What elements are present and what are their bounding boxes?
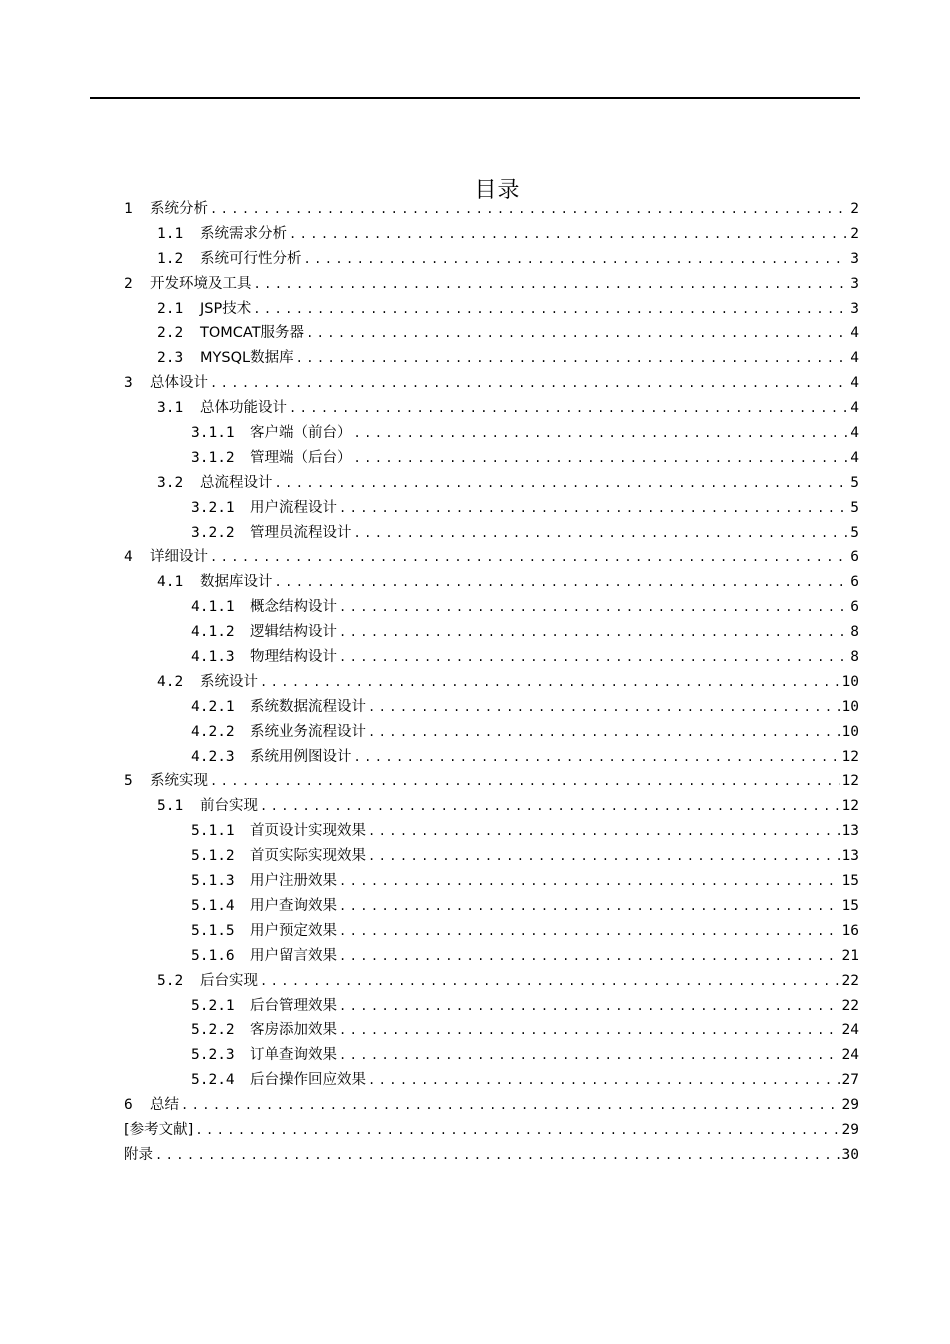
table-of-contents	[124, 197, 859, 1168]
header-rule	[90, 97, 860, 99]
toc-entry[interactable]	[124, 1018, 859, 1043]
toc-entry[interactable]	[124, 894, 859, 919]
toc-entry-number: 5.2.2	[191, 1022, 235, 1039]
toc-entry[interactable]	[124, 794, 859, 819]
toc-entry-title: 总体功能设计	[200, 400, 287, 417]
toc-entry-title: 系统业务流程设计	[250, 723, 366, 740]
toc-entry-number: 4.2.3	[191, 748, 235, 765]
toc-dot-leader	[260, 675, 840, 689]
toc-entry-title: 用户注册效果	[250, 873, 337, 890]
toc-dot-leader	[253, 302, 847, 316]
toc-entry-title: 后台实现	[200, 972, 258, 989]
toc-entry-page: 6	[850, 599, 859, 616]
toc-entry[interactable]	[124, 421, 859, 446]
toc-dot-leader	[275, 575, 848, 589]
toc-entry-number: 1	[124, 201, 133, 217]
toc-entry-page: 12	[841, 748, 859, 765]
toc-dot-leader	[354, 451, 848, 465]
toc-entry-page: 13	[841, 848, 859, 865]
toc-entry[interactable]	[124, 297, 859, 322]
toc-dot-leader	[304, 252, 848, 266]
toc-dot-leader	[306, 326, 847, 340]
toc-entry-page: 3	[850, 300, 859, 317]
toc-entry[interactable]	[124, 1093, 859, 1118]
toc-entry-number: 4	[124, 549, 133, 566]
toc-entry-title: 系统用例图设计	[250, 748, 352, 765]
toc-entry-title: 系统实现	[150, 773, 208, 790]
toc-entry-number: 5.1.1	[191, 823, 235, 840]
toc-entry-page: 6	[850, 549, 859, 566]
toc-dot-leader	[195, 1123, 839, 1137]
toc-entry[interactable]	[124, 1143, 859, 1168]
toc-dot-leader	[339, 899, 840, 913]
page-title: 目录	[474, 177, 521, 203]
toc-dot-leader	[368, 1073, 840, 1087]
toc-entry-number: 4.1	[157, 574, 184, 591]
toc-dot-leader	[368, 824, 840, 838]
toc-entry-page: 8	[850, 624, 859, 641]
toc-entry[interactable]	[124, 595, 859, 620]
toc-entry[interactable]	[124, 396, 859, 421]
toc-dot-leader	[210, 202, 847, 216]
toc-entry-page: 4	[850, 449, 859, 466]
toc-dot-leader	[339, 501, 847, 515]
toc-entry-title: 首页设计实现效果	[250, 823, 366, 840]
toc-entry-title: 逻辑结构设计	[250, 624, 337, 641]
toc-entry-page: 29	[841, 1097, 859, 1114]
toc-entry[interactable]	[124, 994, 859, 1019]
toc-entry-page: 13	[841, 823, 859, 840]
toc-entry-title: 概念结构设计	[250, 599, 337, 616]
toc-entry[interactable]	[124, 670, 859, 695]
toc-dot-leader	[339, 949, 840, 963]
toc-entry[interactable]	[124, 197, 859, 222]
toc-entry[interactable]	[124, 769, 859, 794]
toc-entry-title: 后台管理效果	[250, 997, 337, 1014]
toc-entry-number: 5	[124, 773, 133, 790]
toc-dot-leader	[368, 849, 840, 863]
toc-entry-number: 3.2.2	[191, 524, 235, 541]
toc-entry-page: 27	[841, 1072, 859, 1089]
toc-entry-page: 4	[850, 425, 859, 442]
toc-entry-title: [参考文献]	[124, 1121, 194, 1138]
toc-entry-number: 5.1.4	[191, 897, 235, 914]
toc-entry[interactable]	[124, 1043, 859, 1068]
toc-entry[interactable]	[124, 745, 859, 770]
toc-entry-number: 3.1.1	[191, 425, 235, 442]
toc-entry[interactable]	[124, 720, 859, 745]
toc-entry-page: 21	[841, 947, 859, 964]
toc-entry-page: 5	[850, 524, 859, 541]
toc-entry-title: 总流程设计	[200, 474, 273, 491]
toc-entry-number: 2.3	[157, 350, 184, 367]
toc-entry-page: 2	[850, 201, 859, 217]
toc-dot-leader	[260, 799, 840, 813]
toc-entry-page: 10	[841, 698, 859, 715]
toc-dot-leader	[339, 1023, 840, 1037]
toc-dot-leader	[368, 700, 840, 714]
toc-entry[interactable]	[124, 969, 859, 994]
toc-entry-title: TOMCAT服务器	[200, 325, 305, 342]
toc-dot-leader	[339, 874, 840, 888]
toc-entry[interactable]	[124, 446, 859, 471]
toc-entry[interactable]	[124, 272, 859, 297]
toc-entry-number: 2.1	[157, 300, 184, 317]
toc-entry-title: 用户预定效果	[250, 922, 337, 939]
toc-dot-leader	[339, 924, 840, 938]
toc-entry[interactable]	[124, 570, 859, 595]
toc-entry-page: 10	[841, 723, 859, 740]
toc-dot-leader	[289, 401, 847, 415]
toc-entry-number: 5.1.2	[191, 848, 235, 865]
toc-entry[interactable]	[124, 944, 859, 969]
toc-entry[interactable]	[124, 819, 859, 844]
toc-entry-page: 4	[850, 325, 859, 342]
toc-entry-number: 6	[124, 1097, 133, 1114]
toc-entry[interactable]	[124, 645, 859, 670]
toc-entry-title: 系统数据流程设计	[250, 698, 366, 715]
toc-entry-page: 3	[850, 275, 859, 292]
toc-entry-title: 系统设计	[200, 673, 258, 690]
toc-entry-title: 总体设计	[150, 375, 208, 392]
toc-entry[interactable]	[124, 346, 859, 371]
toc-entry[interactable]	[124, 321, 859, 346]
toc-entry[interactable]	[124, 496, 859, 521]
toc-entry[interactable]	[124, 869, 859, 894]
toc-dot-leader	[210, 376, 847, 390]
toc-entry-number: 5.1.5	[191, 922, 235, 939]
toc-entry-title: 管理端（后台）	[250, 449, 352, 466]
toc-entry-title: 系统分析	[150, 201, 208, 217]
toc-entry[interactable]	[124, 620, 859, 645]
toc-entry[interactable]	[124, 545, 859, 570]
toc-entry-page: 4	[850, 400, 859, 417]
toc-entry-page: 4	[850, 350, 859, 367]
toc-dot-leader	[354, 526, 848, 540]
toc-entry-title: 附录	[124, 1146, 153, 1163]
toc-dot-leader	[339, 1048, 840, 1062]
toc-entry-title: 用户查询效果	[250, 897, 337, 914]
toc-entry-title: 首页实际实现效果	[250, 848, 366, 865]
toc-entry-number: 5.2.1	[191, 997, 235, 1014]
toc-dot-leader	[260, 974, 840, 988]
toc-entry-number: 5.2.3	[191, 1047, 235, 1064]
toc-entry-title: 用户流程设计	[250, 499, 337, 516]
toc-entry-page: 24	[841, 1047, 859, 1064]
toc-entry-page: 3	[850, 250, 859, 267]
toc-entry-number: 5.1.6	[191, 947, 235, 964]
toc-entry-page: 12	[841, 798, 859, 815]
toc-entry-title: 客户端（前台）	[250, 425, 352, 442]
toc-entry-title: JSP技术	[200, 300, 252, 317]
toc-dot-leader	[289, 227, 847, 241]
toc-dot-leader	[354, 426, 848, 440]
toc-entry[interactable]	[124, 247, 859, 272]
toc-entry-number: 4.2	[157, 673, 184, 690]
toc-entry-title: 系统可行性分析	[200, 250, 302, 267]
toc-dot-leader	[275, 476, 848, 490]
toc-entry-number: 4.1.3	[191, 649, 235, 666]
toc-entry-page: 6	[850, 574, 859, 591]
toc-entry-number: 1.2	[157, 250, 184, 267]
toc-entry[interactable]	[124, 521, 859, 546]
toc-entry[interactable]	[124, 222, 859, 247]
toc-entry-number: 3.1.2	[191, 449, 235, 466]
toc-entry-number: 4.2.2	[191, 723, 235, 740]
toc-entry-title: 详细设计	[150, 549, 208, 566]
toc-entry-page: 10	[841, 673, 859, 690]
toc-entry-number: 1.1	[157, 225, 184, 242]
toc-entry-page: 22	[841, 997, 859, 1014]
toc-dot-leader	[254, 277, 848, 291]
toc-dot-leader	[339, 625, 847, 639]
toc-dot-leader	[368, 725, 840, 739]
toc-entry-title: 数据库设计	[200, 574, 273, 591]
toc-entry-title: 管理员流程设计	[250, 524, 352, 541]
toc-dot-leader	[296, 351, 847, 365]
toc-entry-number: 5.2	[157, 972, 184, 989]
toc-entry-title: 订单查询效果	[250, 1047, 337, 1064]
toc-entry-title: 前台实现	[200, 798, 258, 815]
toc-entry-page: 2	[850, 225, 859, 242]
toc-entry-title: 客房添加效果	[250, 1022, 337, 1039]
toc-entry-number: 4.2.1	[191, 698, 235, 715]
toc-entry-number: 4.1.1	[191, 599, 235, 616]
toc-entry-number: 3.2	[157, 474, 184, 491]
toc-dot-leader	[354, 750, 840, 764]
toc-entry-number: 5.2.4	[191, 1072, 235, 1089]
toc-entry-page: 5	[850, 499, 859, 516]
toc-entry-page: 15	[841, 897, 859, 914]
toc-entry-title: 系统需求分析	[200, 225, 287, 242]
toc-dot-leader	[210, 774, 840, 788]
toc-entry-number: 3.2.1	[191, 499, 235, 516]
toc-entry-number: 5.1	[157, 798, 184, 815]
toc-dot-leader	[339, 650, 847, 664]
toc-entry-title: 用户留言效果	[250, 947, 337, 964]
toc-entry-page: 22	[841, 972, 859, 989]
toc-entry-page: 4	[850, 375, 859, 392]
toc-entry[interactable]	[124, 371, 859, 396]
toc-entry-page: 30	[841, 1146, 859, 1163]
toc-entry[interactable]	[124, 471, 859, 496]
toc-entry-number: 2.2	[157, 325, 184, 342]
toc-entry-number: 4.1.2	[191, 624, 235, 641]
toc-entry[interactable]	[124, 1118, 859, 1143]
toc-entry-page: 12	[841, 773, 859, 790]
toc-entry-page: 8	[850, 649, 859, 666]
toc-entry-title: 总结	[150, 1097, 179, 1114]
toc-entry-title: 物理结构设计	[250, 649, 337, 666]
toc-entry-page: 29	[841, 1121, 859, 1138]
toc-entry-page: 16	[841, 922, 859, 939]
toc-entry[interactable]	[124, 844, 859, 869]
toc-dot-leader	[339, 999, 840, 1013]
toc-entry-page: 5	[850, 474, 859, 491]
toc-dot-leader	[155, 1148, 840, 1162]
toc-entry-title: 后台操作回应效果	[250, 1072, 366, 1089]
toc-entry-number: 3	[124, 375, 133, 392]
toc-entry-title: MYSQL数据库	[200, 350, 294, 367]
toc-entry-number: 2	[124, 275, 133, 292]
toc-entry-page: 24	[841, 1022, 859, 1039]
toc-dot-leader	[210, 550, 847, 564]
toc-dot-leader	[339, 600, 847, 614]
toc-entry-page: 15	[841, 873, 859, 890]
toc-entry[interactable]	[124, 695, 859, 720]
toc-entry-number: 5.1.3	[191, 873, 235, 890]
toc-entry-title: 开发环境及工具	[150, 275, 252, 292]
toc-entry[interactable]	[124, 919, 859, 944]
toc-entry[interactable]	[124, 1068, 859, 1093]
toc-entry-number: 3.1	[157, 400, 184, 417]
toc-dot-leader	[181, 1098, 840, 1112]
